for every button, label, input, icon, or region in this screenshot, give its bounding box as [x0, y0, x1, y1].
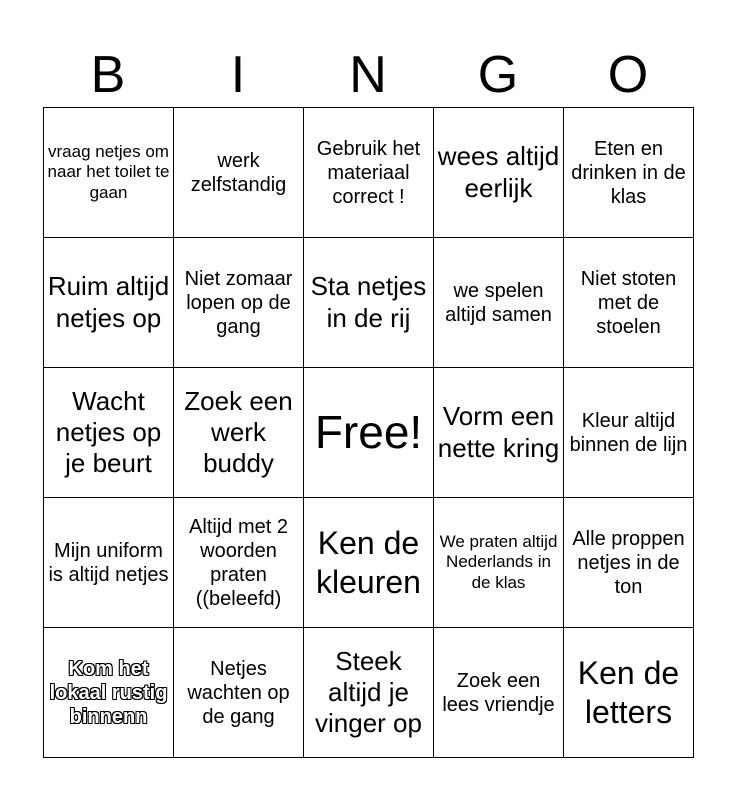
- bingo-cell[interactable]: Sta netjes in de rij: [304, 238, 434, 368]
- bingo-cell[interactable]: Alle proppen netjes in de ton: [564, 498, 694, 628]
- bingo-cell[interactable]: Vorm een nette kring: [434, 368, 564, 498]
- header-letter-g: G: [477, 46, 519, 104]
- bingo-cell[interactable]: Niet zomaar lopen op de gang: [174, 238, 304, 368]
- bingo-cell[interactable]: Ken de letters: [564, 628, 694, 758]
- header-letter-o: O: [607, 46, 649, 104]
- bingo-cell[interactable]: Steek altijd je vinger op: [304, 628, 434, 758]
- bingo-cell[interactable]: Ken de kleuren: [304, 498, 434, 628]
- bingo-cell[interactable]: Ruim altijd netjes op: [44, 238, 174, 368]
- bingo-cell[interactable]: Altijd met 2 woorden praten ((beleefd): [174, 498, 304, 628]
- bingo-cell[interactable]: vraag netjes om naar het toilet te gaan: [44, 108, 174, 238]
- grid-row: [44, 498, 694, 628]
- bingo-cell[interactable]: Zoek een lees vriendje: [434, 628, 564, 758]
- bingo-cell[interactable]: Eten en drinken in de klas: [564, 108, 694, 238]
- grid-row: [44, 108, 694, 238]
- grid-row: [44, 368, 694, 498]
- bingo-cell[interactable]: Zoek een werk buddy: [174, 368, 304, 498]
- bingo-cell[interactable]: Netjes wachten op de gang: [174, 628, 304, 758]
- bingo-header: [43, 44, 693, 106]
- free-cell[interactable]: Free!: [304, 368, 434, 498]
- header-letter-b: B: [90, 46, 126, 104]
- bingo-cell[interactable]: Niet stoten met de stoelen: [564, 238, 694, 368]
- header-letter-i: I: [230, 46, 246, 104]
- bingo-cell[interactable]: werk zelfstandig: [174, 108, 304, 238]
- grid-row: [44, 628, 694, 758]
- grid-row: [44, 238, 694, 368]
- bingo-grid: [43, 107, 694, 758]
- bingo-cell[interactable]: Kleur altijd binnen de lijn: [564, 368, 694, 498]
- bingo-cell[interactable]: wees altijd eerlijk: [434, 108, 564, 238]
- bingo-cell[interactable]: Gebruik het materiaal correct !: [304, 108, 434, 238]
- bingo-cell[interactable]: we spelen altijd samen: [434, 238, 564, 368]
- bingo-cell[interactable]: Wacht netjes op je beurt: [44, 368, 174, 498]
- bingo-cell[interactable]: Mijn uniform is altijd netjes: [44, 498, 174, 628]
- bingo-cell[interactable]: Kom het lokaal rustig binnenn: [44, 628, 174, 758]
- header-letter-n: N: [349, 46, 387, 104]
- bingo-cell[interactable]: We praten altijd Nederlands in de klas: [434, 498, 564, 628]
